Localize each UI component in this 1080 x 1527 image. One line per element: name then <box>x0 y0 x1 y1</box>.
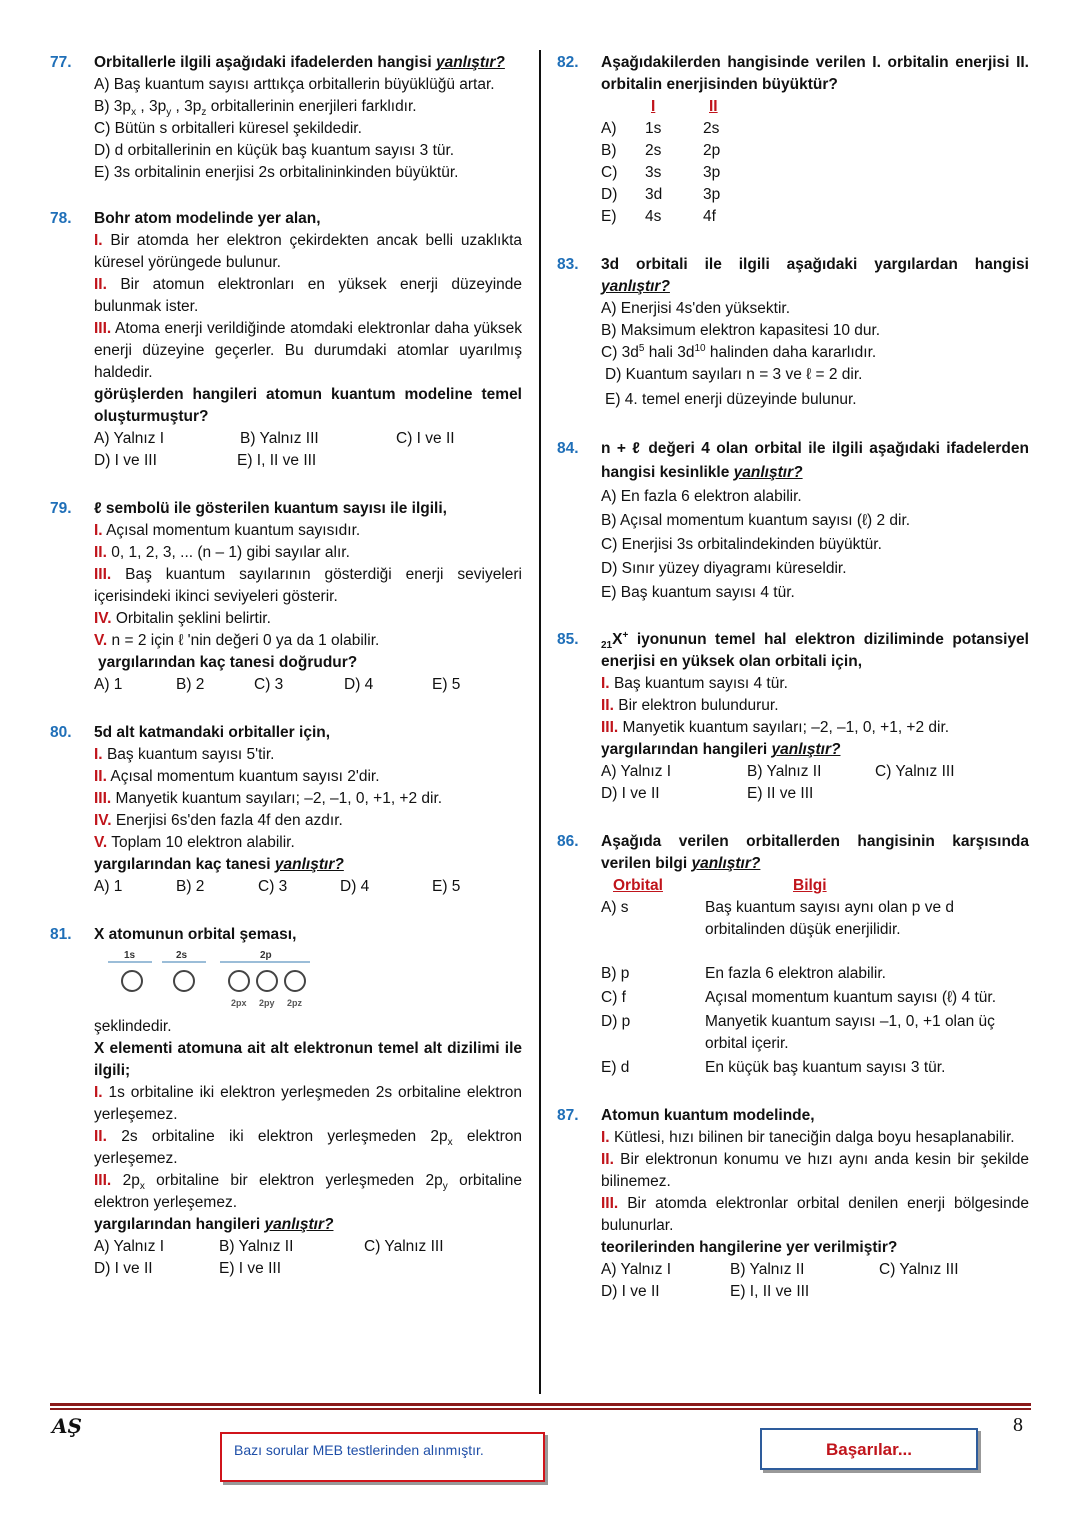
option-a: A) En fazla 6 elektron alabilir. <box>601 488 802 505</box>
column-header-bilgi: Bilgi <box>793 877 827 894</box>
option-e: E) I, II ve III <box>730 1283 810 1300</box>
option-d: D) 4 <box>344 676 374 693</box>
option-e: E) 5 <box>432 878 461 895</box>
option-b: B) 2 <box>176 676 205 693</box>
orbital-circle-2px <box>229 971 249 991</box>
statement-2: II. 2s orbitaline iki elektron yerleşmeden $2p_x$ elektron yerleşemez. <box>94 1128 522 1167</box>
table-row: C) 3s 3p <box>601 164 721 181</box>
orbital-label-2s: 2s <box>176 950 188 961</box>
statement-2: II. Bir elektronun konumu ve hızı aynı anda kesin bir şekilde bilinemez. <box>601 1151 1029 1190</box>
table-row: D) 3d 3p <box>601 186 721 203</box>
question-84 <box>557 437 1029 605</box>
question-number: 84. <box>557 440 579 457</box>
question-stem: Aşağıda verilen orbitallerden hangisinin karşısında verilen bilgi yanlıştır? <box>601 833 1029 872</box>
statement-1: I. Bir atomda her elektron çekirdekten ancak belli uzaklıkta küresel yörüngede bulunur. <box>94 232 522 271</box>
statement-2: II. Bir atomun elektronları en yüksek enerji düzeyinde bulunmak ister. <box>94 276 522 315</box>
question-prompt: yargılarından hangileri yanlıştır? <box>601 741 841 758</box>
option-d: D) I ve III <box>94 452 157 469</box>
statement-1: I. Baş kuantum sayısı 4 tür. <box>601 675 788 692</box>
options-row <box>94 428 522 450</box>
option-d: D) I ve II <box>601 785 660 802</box>
question-prompt: teorilerinden hangilerine yer verilmiştir? <box>601 1239 898 1256</box>
option-a: A) Yalnız I <box>601 763 672 780</box>
option-c: C) I ve II <box>396 430 455 447</box>
option-d: D) d orbitallerinin en küçük baş kuantum sayısı 3 tür. <box>94 142 455 159</box>
option-a: A) Yalnız I <box>601 1261 672 1278</box>
option-b: B) Yalnız II <box>747 763 822 780</box>
option-c: C) Yalnız III <box>879 1261 959 1278</box>
statement-1: I. Açısal momentum kuantum sayısıdır. <box>94 522 361 539</box>
option-d: D) I ve II <box>601 1283 660 1300</box>
orbital-label-1s: 1s <box>124 950 136 961</box>
question-85 <box>557 629 1029 805</box>
option-e: E) I, II ve III <box>237 452 317 469</box>
table-row: A) 1s 2s <box>601 120 720 137</box>
orbital-circle-1s <box>122 971 142 991</box>
table-header <box>601 96 720 118</box>
column-header-i: I <box>651 98 656 115</box>
question-number: 78. <box>50 210 72 227</box>
question-stem: ℓ sembolü ile gösterilen kuantum sayısı ile ilgili, <box>94 500 447 517</box>
orbital-circle-2s <box>174 971 194 991</box>
statement-3: III. Baş kuantum sayılarının gösterdiği enerji seviyeleri içerisindeki ikinci seviyeleri gösterir. <box>94 566 522 605</box>
table-row: C) f Açısal momentum kuantum sayısı (ℓ) 4 tür. <box>601 989 996 1006</box>
option-e: E) II ve III <box>747 785 814 802</box>
statement-2: II. Bir elektron bulundurur. <box>601 697 779 714</box>
option-a: A) Yalnız I <box>94 430 165 447</box>
statement-4: IV. Enerjisi 6s'den fazla 4f den azdır. <box>94 812 343 829</box>
orbital-label-2p: 2p <box>260 950 272 961</box>
question-stem: n + ℓ değeri 4 olan orbital ile ilgili aşağıdaki ifadelerden hangisi kesinlikle yanlıştır? <box>601 440 1029 481</box>
question-79 <box>50 498 522 696</box>
option-b: B) 2 <box>176 878 205 895</box>
option-c: C) Bütün s orbitalleri küresel şekildedir. <box>94 120 362 137</box>
option-e: E) 5 <box>432 676 461 693</box>
statement-3: III. Manyetik kuantum sayıları; –2, –1, 0, +1, +2 dir. <box>94 790 443 807</box>
options-table <box>601 875 1029 1079</box>
option-e: E) Baş kuantum sayısı 4 tür. <box>601 584 795 601</box>
question-stem: 5d alt katmandaki orbitaller için, <box>94 724 331 741</box>
option-a: A) Enerjisi 4s'den yüksektir. <box>601 300 791 317</box>
question-number: 82. <box>557 54 579 71</box>
option-b: B) Yalnız II <box>219 1238 294 1255</box>
statement-3: III. Manyetik kuantum sayıları; –2, –1, 0, +1, +2 dir. <box>601 719 950 736</box>
question-87 <box>557 1105 1029 1303</box>
question-82 <box>557 52 1029 228</box>
option-c: C) 3 <box>258 878 288 895</box>
option-d: D) Kuantum sayıları n = 3 ve ℓ = 2 dir. <box>605 366 863 383</box>
question-number: 86. <box>557 833 579 850</box>
footer-rule <box>50 1403 1031 1406</box>
question-number: 81. <box>50 926 72 943</box>
source-note-box: Bazı sorular MEB testlerinden alınmıştır. <box>220 1432 545 1482</box>
option-e: E) I ve III <box>219 1260 282 1277</box>
question-stem: Orbitallerle ilgili aşağıdaki ifadelerden hangisi yanlıştır? <box>94 54 505 71</box>
question-stem: $_{21}$X+ iyonunun temel hal elektron diziliminde potansiyel enerjisi en yüksek olan orbitali için, <box>601 629 1029 670</box>
option-a: A) 1 <box>94 676 123 693</box>
options-row <box>94 1258 522 1280</box>
question-number: 87. <box>557 1107 579 1124</box>
orbital-label-2pz: 2pz <box>287 998 303 1008</box>
question-prompt: yargılarından kaç tanesi doğrudur? <box>98 654 358 671</box>
option-e: E) 3s orbitalinin enerjisi 2s orbitalininkinden büyüktür. <box>94 164 459 181</box>
orbital-diagram <box>102 948 312 1014</box>
options-table <box>601 96 720 228</box>
table-row: E) 4s 4f <box>601 208 716 225</box>
question-83 <box>557 254 1029 411</box>
option-d: D) I ve II <box>94 1260 153 1277</box>
table-row: D) p Manyetik kuantum sayısı –1, 0, +1 olan üç orbital içerir. <box>601 1013 995 1052</box>
option-d: D) Sınır yüzey diyagramı küreseldir. <box>601 560 847 577</box>
table-row: A) s Baş kuantum sayısı aynı olan p ve d orbitalinden düşük enerjilidir. <box>601 899 954 938</box>
option-b: B) Yalnız III <box>240 430 319 447</box>
footer-rule <box>50 1408 1031 1410</box>
question-prompt: yargılarından hangileri yanlıştır? <box>94 1216 334 1233</box>
column-header-orbital: Orbital <box>613 877 663 894</box>
option-e: E) 4. temel enerji düzeyinde bulunur. <box>605 391 857 408</box>
page-number: 8 <box>1013 1414 1023 1436</box>
options-row <box>601 1281 1029 1303</box>
orbital-circle-2pz <box>285 971 305 991</box>
options-row <box>601 1259 1029 1281</box>
statement-2: II. Açısal momentum kuantum sayısı 2'dir. <box>94 768 380 785</box>
option-c: C) 3 <box>254 676 284 693</box>
question-stem: 3d orbitali ile ilgili aşağıdaki yargılardan hangisi <box>601 256 1029 273</box>
left-column <box>50 50 522 1280</box>
orbital-circle-2py <box>257 971 277 991</box>
author-logo: AŞ <box>52 1414 82 1438</box>
statement-5: V. n = 2 için ℓ 'nin değeri 0 ya da 1 olabilir. <box>94 632 380 649</box>
question-stem: Atomun kuantum modelinde, <box>601 1107 815 1124</box>
table-row: B) 2s 2p <box>601 142 721 159</box>
options-row <box>601 783 1029 805</box>
option-a: A) 1 <box>94 878 123 895</box>
question-77 <box>50 52 522 184</box>
statement-3: III. Atoma enerji verildiğinde atomdaki elektronlar daha yüksek enerji düzeyine geçerler. Bu durumdaki atomlar uyarılmış haldedir. <box>94 320 523 381</box>
option-c: C) Enerjisi 3s orbitalindekinden büyüktür. <box>601 536 882 553</box>
question-number: 79. <box>50 500 72 517</box>
question-number: 80. <box>50 724 72 741</box>
column-header-ii: II <box>709 98 718 115</box>
right-column <box>557 50 1029 1303</box>
statement-3: III. Bir atomda elektronlar orbital denilen enerji bölgesinde bulunurlar. <box>601 1195 1029 1234</box>
option-c: C) $3d^5$ hali $3d^{10}$ halinden daha kararlıdır. <box>601 342 877 361</box>
question-prompt: görüşlerden hangileri atomun kuantum modeline temel oluşturmuştur? <box>94 386 522 425</box>
question-stem: Bohr atom modelinde yer alan, <box>94 210 321 227</box>
question-prompt: yargılarından kaç tanesi yanlıştır? <box>94 856 344 873</box>
statement-2: II. 0, 1, 2, 3, ... (n – 1) gibi sayılar alır. <box>94 544 350 561</box>
option-b: B) $3p_x$ , $3p_y$ , $3p_z$ orbitallerinin enerjileri farklıdır. <box>94 98 417 119</box>
question-prompt: X elementi atomuna ait alt elektronun temel alt dizilimi ile ilgili; <box>94 1040 522 1079</box>
options-row <box>94 674 522 696</box>
question-stem-cont: yanlıştır? <box>601 278 670 295</box>
question-81 <box>50 924 522 1280</box>
question-78 <box>50 208 522 472</box>
option-c: C) Yalnız III <box>364 1238 444 1255</box>
question-number: 83. <box>557 256 579 273</box>
question-stem: X atomunun orbital şeması, <box>94 926 297 943</box>
options-row <box>94 1236 522 1258</box>
question-86 <box>557 831 1029 1079</box>
question-80 <box>50 722 522 898</box>
statement-4: IV. Orbitalin şeklini belirtir. <box>94 610 271 627</box>
options-row <box>94 876 522 898</box>
question-number: 85. <box>557 631 579 648</box>
question-text: şeklindedir. <box>94 1018 172 1035</box>
option-d: D) 4 <box>340 878 370 895</box>
table-row: E) d En küçük baş kuantum sayısı 3 tür. <box>601 1059 946 1076</box>
column-divider <box>539 50 541 1394</box>
success-box: Başarılar... <box>760 1428 978 1470</box>
statement-5: V. Toplam 10 elektron alabilir. <box>94 834 295 851</box>
options-row <box>601 761 1029 783</box>
statement-3: III. $2p_x$ orbitaline bir elektron yerleşmeden $2p_y$ orbitaline elektron yerleşemez. <box>94 1172 523 1211</box>
options-row <box>94 450 522 472</box>
table-row: B) p En fazla 6 elektron alabilir. <box>601 965 886 982</box>
option-a: A) Baş kuantum sayısı arttıkça orbitallerin büyüklüğü artar. <box>94 76 495 93</box>
option-b: B) Yalnız II <box>730 1261 805 1278</box>
table-header <box>601 875 1029 897</box>
orbital-label-2py: 2py <box>259 998 275 1008</box>
option-a: A) Yalnız I <box>94 1238 165 1255</box>
statement-1: I. 1s orbitaline iki elektron yerleşmeden 2s orbitaline elektron yerleşemez. <box>94 1084 522 1123</box>
option-c: C) Yalnız III <box>875 763 955 780</box>
statement-1: I. Baş kuantum sayısı 5'tir. <box>94 746 275 763</box>
question-stem: Aşağıdakilerden hangisinde verilen I. orbitalin enerjisi II. orbitalin enerjisinden büyüktür? <box>601 54 1029 93</box>
option-b: B) Açısal momentum kuantum sayısı (ℓ) 2 dir. <box>601 512 911 529</box>
question-number: 77. <box>50 54 72 71</box>
orbital-label-2px: 2px <box>231 998 247 1008</box>
option-b: B) Maksimum elektron kapasitesi 10 dur. <box>601 322 881 339</box>
statement-1: I. Kütlesi, hızı bilinen bir taneciğin dalga boyu hesaplanabilir. <box>601 1129 1015 1146</box>
